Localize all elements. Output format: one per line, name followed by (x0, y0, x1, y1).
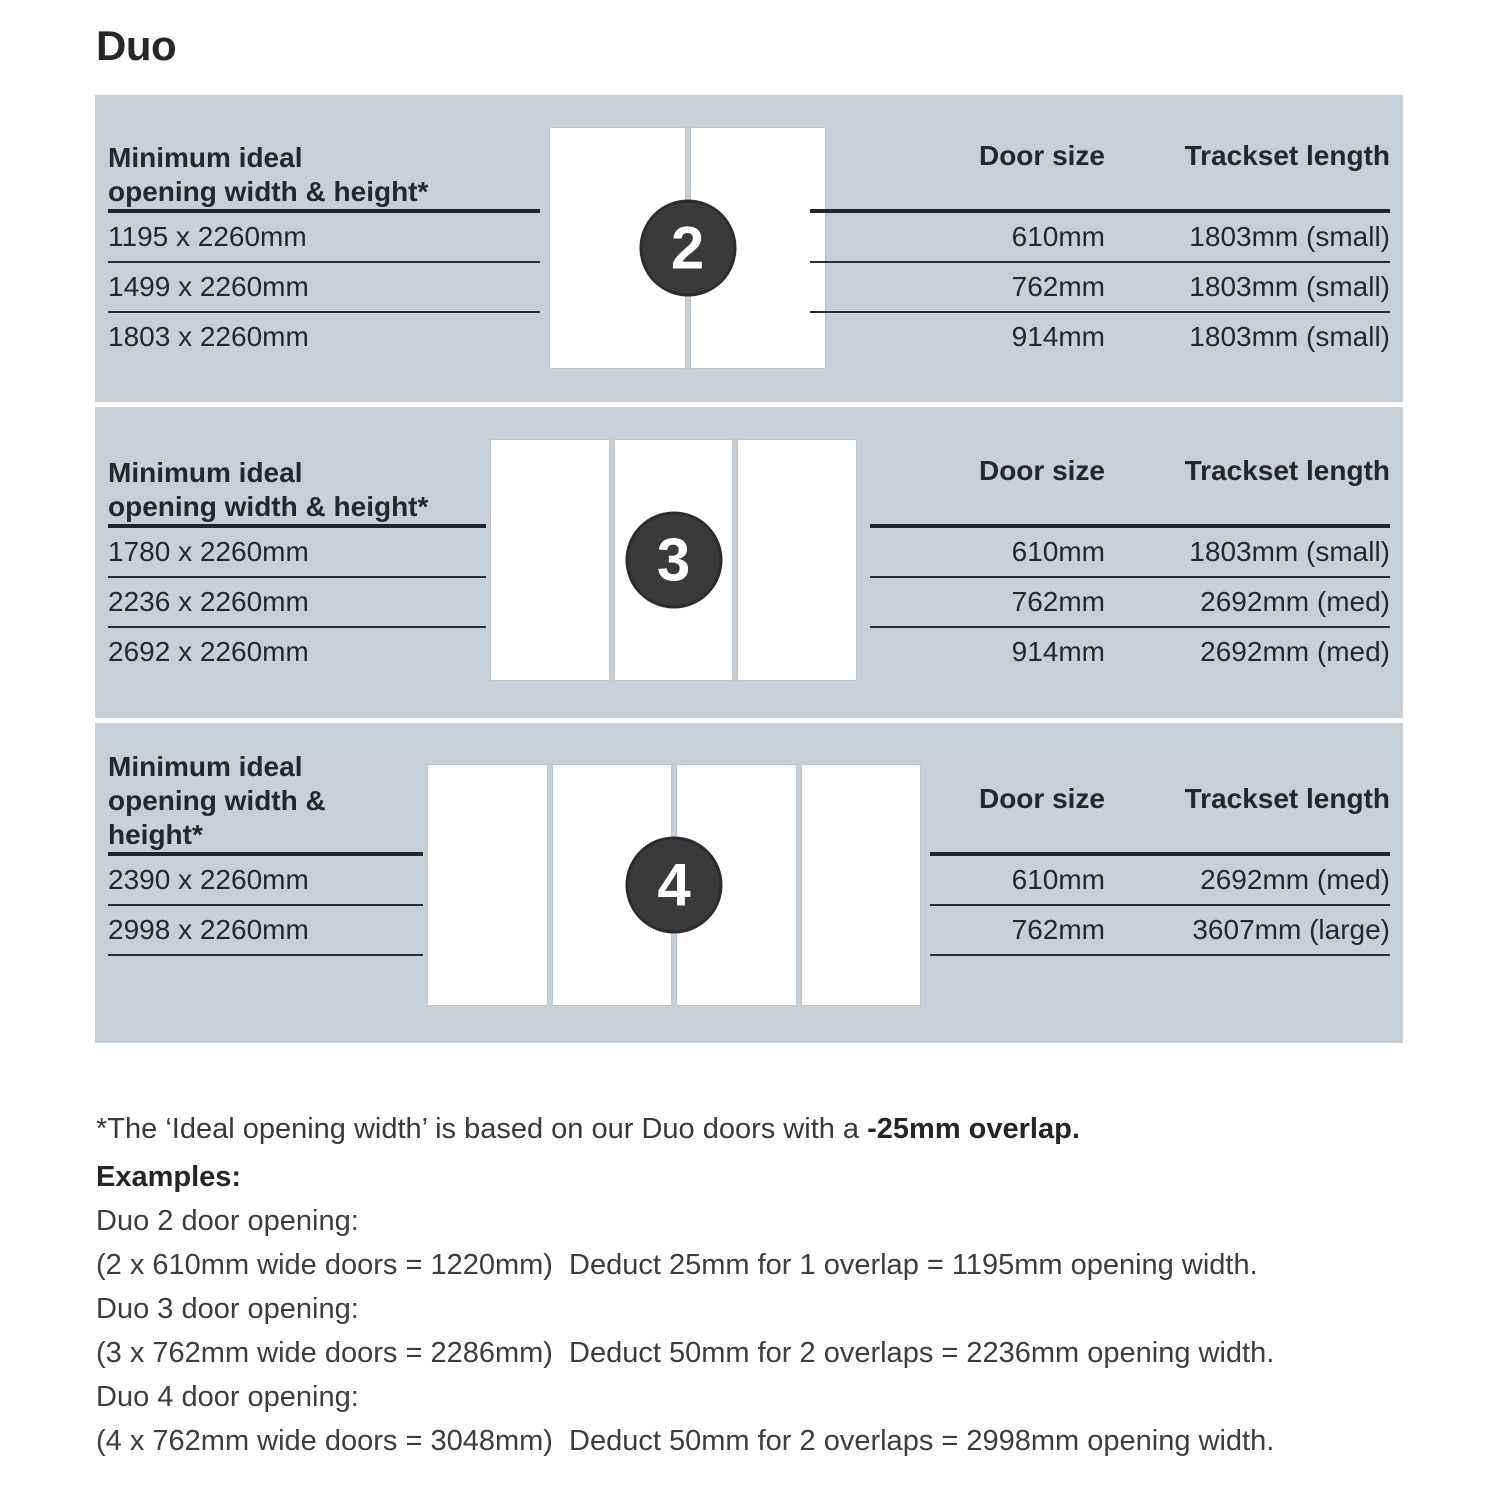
examples-heading: Examples: (96, 1161, 242, 1193)
footnote-bold: -25mm overlap. (867, 1113, 1080, 1145)
opening-size: 1780 x 2260mm (108, 528, 486, 578)
table-row (930, 906, 1390, 956)
opening-size: 1195 x 2260mm (108, 213, 540, 263)
opening-column (108, 140, 540, 361)
door-size-value: 762mm (1011, 914, 1105, 945)
size-header-row (930, 783, 1390, 856)
example-detail: (2 x 610mm wide doors = 1220mm) Deduct 25mm for 1 overlap = 1195mm opening width. (96, 1249, 1258, 1281)
door-size-header: Door size (978, 783, 1105, 814)
door-count-badge: 4 (626, 837, 723, 934)
opening-size: 2998 x 2260mm (108, 906, 423, 956)
trackset-header: Trackset length (1184, 140, 1390, 171)
example-label: Duo 2 door opening: (96, 1205, 359, 1237)
door-size-value: 762mm (1011, 586, 1105, 617)
size-header-row (870, 455, 1390, 528)
trackset-value: 2692mm (med) (1200, 864, 1390, 895)
section-3-door (95, 402, 1403, 718)
door-panel (802, 765, 921, 1005)
opening-size: 2692 x 2260mm (108, 636, 309, 667)
table-row (930, 856, 1390, 906)
door-diagram-2 (550, 128, 825, 368)
door-count-badge: 2 (639, 200, 736, 297)
page-title: Duo (96, 22, 177, 69)
table-row (870, 628, 1390, 676)
door-size-value: 914mm (1011, 321, 1105, 352)
trackset-value: 1803mm (small) (1189, 221, 1390, 252)
trackset-value: 1803mm (small) (1189, 536, 1390, 567)
opening-header (108, 140, 540, 213)
door-size-header: Door size (978, 140, 1105, 171)
trackset-header: Trackset length (1184, 783, 1390, 814)
opening-header (108, 455, 486, 528)
spec-panel (95, 95, 1403, 1043)
table-row (810, 263, 1390, 313)
trackset-value: 1803mm (small) (1189, 321, 1390, 352)
example-label: Duo 3 door opening: (96, 1293, 359, 1325)
trackset-value: 1803mm (small) (1189, 271, 1390, 302)
door-size-value: 914mm (1011, 636, 1105, 667)
examples-block (96, 1155, 1274, 1463)
door-panel (738, 440, 856, 680)
table-row (870, 578, 1390, 628)
footnote (96, 1113, 1080, 1146)
door-size-value: 610mm (1011, 221, 1105, 252)
opening-column (108, 751, 423, 956)
door-size-header: Door size (978, 455, 1105, 486)
opening-header-line1: Minimum ideal (108, 751, 303, 782)
opening-header-line1: Minimum ideal (108, 142, 303, 173)
door-panel (491, 440, 609, 680)
opening-header-line2: opening width & height* (108, 785, 326, 850)
opening-header (108, 751, 423, 856)
door-diagram-3 (491, 440, 856, 680)
opening-size: 1803 x 2260mm (108, 321, 309, 352)
trackset-value: 2692mm (med) (1200, 586, 1390, 617)
opening-size: 2236 x 2260mm (108, 578, 486, 628)
trackset-header: Trackset length (1184, 455, 1390, 486)
example-label: Duo 4 door opening: (96, 1381, 359, 1413)
table-row (810, 313, 1390, 361)
door-size-value: 762mm (1011, 271, 1105, 302)
table-row (870, 528, 1390, 578)
door-count-badge: 3 (625, 512, 722, 609)
section-4-door (95, 718, 1403, 1043)
opening-header-line2: opening width & height* (108, 491, 429, 522)
size-columns (870, 455, 1390, 676)
opening-size: 1499 x 2260mm (108, 263, 540, 313)
opening-header-line1: Minimum ideal (108, 457, 303, 488)
door-size-value: 610mm (1011, 536, 1105, 567)
trackset-value: 2692mm (med) (1200, 636, 1390, 667)
door-panel (428, 765, 547, 1005)
opening-column (108, 455, 486, 676)
example-detail: (4 x 762mm wide doors = 3048mm) Deduct 50mm for 2 overlaps = 2998mm opening width. (96, 1425, 1275, 1457)
size-columns (810, 140, 1390, 361)
example-detail: (3 x 762mm wide doors = 2286mm) Deduct 50mm for 2 overlaps = 2236mm opening width. (96, 1337, 1275, 1369)
size-header-row (810, 140, 1390, 213)
trackset-value: 3607mm (large) (1192, 914, 1390, 945)
section-2-door (95, 95, 1403, 402)
size-columns (930, 783, 1390, 956)
opening-header-line2: opening width & height* (108, 176, 429, 207)
footnote-text: *The ‘Ideal opening width’ is based on our Duo doors with a (96, 1113, 868, 1145)
opening-size: 2390 x 2260mm (108, 856, 423, 906)
table-row (810, 213, 1390, 263)
door-size-value: 610mm (1011, 864, 1105, 895)
door-diagram-4 (428, 765, 920, 1005)
